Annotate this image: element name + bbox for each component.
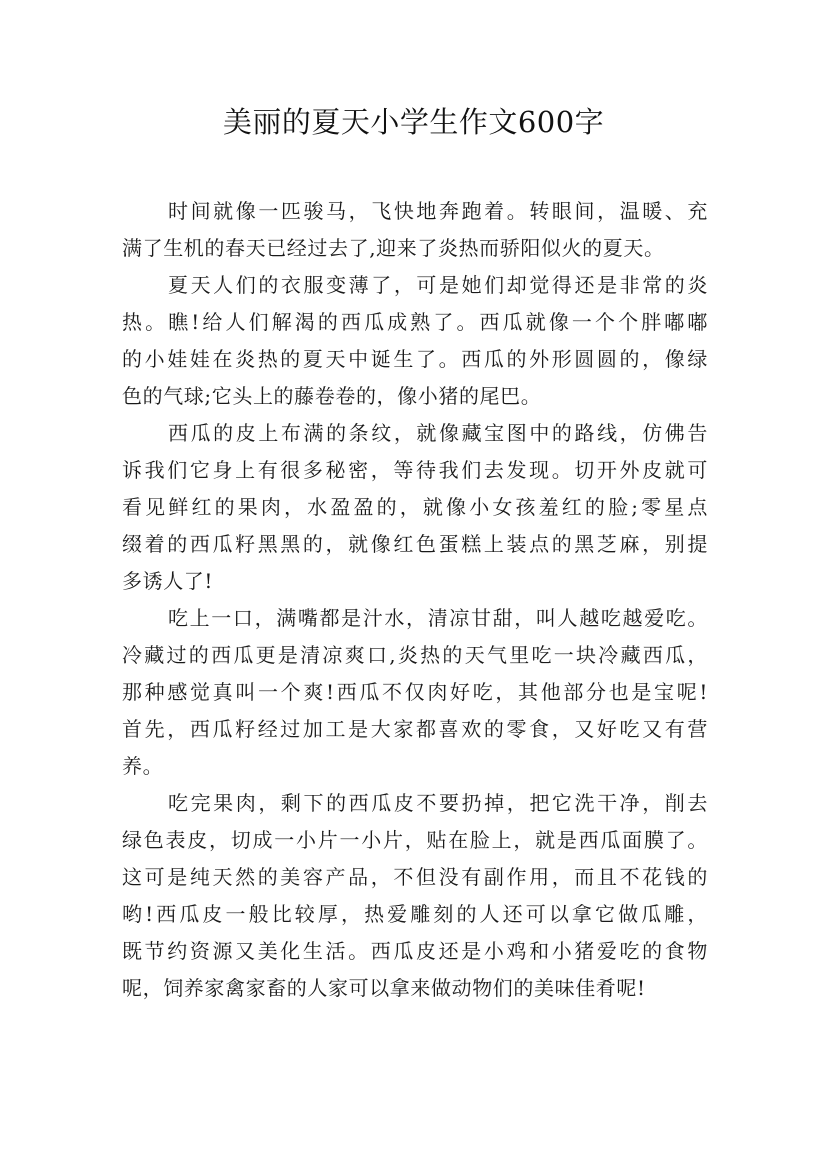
text-line: 这可是纯天然的美容产品，不但没有副作用，而且不花钱的 [122, 865, 708, 889]
text-line: 时间就像一匹骏马，飞快地奔跑着。转眼间，温暖、充 [168, 199, 708, 223]
document-title: 美丽的夏天小学生作文600字 [222, 105, 605, 139]
paragraph-3 [122, 415, 708, 600]
text-line: 呢，饲养家禽家畜的人家可以拿来做动物们的美味佳肴呢! [122, 976, 646, 1000]
text-line: 哟!西瓜皮一般比较厚，热爱雕刻的人还可以拿它做瓜雕， [122, 902, 708, 926]
text-line: 绿色表皮，切成一小片一小片，贴在脸上，就是西瓜面膜了。 [122, 828, 708, 852]
paragraph-1 [122, 193, 708, 267]
text-line: 吃上一口，满嘴都是汁水，清凉甘甜，叫人越吃越爱吃。 [168, 606, 708, 630]
text-line: 首先，西瓜籽经过加工是大家都喜欢的零食，又好吃又有营 [122, 717, 708, 741]
text-line: 既节约资源又美化生活。西瓜皮还是小鸡和小猪爱吃的食物 [122, 939, 708, 963]
text-line: 诉我们它身上有很多秘密，等待我们去发现。切开外皮就可 [122, 458, 708, 482]
text-line: 缀着的西瓜籽黑黑的，就像红色蛋糕上装点的黑芝麻，别提 [122, 532, 708, 556]
text-line: 养。 [122, 754, 164, 778]
text-line: 看见鲜红的果肉，水盈盈的，就像小女孩羞红的脸;零星点 [122, 495, 708, 519]
text-line: 冷藏过的西瓜更是清凉爽口,炎热的天气里吃一块冷藏西瓜， [122, 643, 708, 667]
text-line: 的小娃娃在炎热的夏天中诞生了。西瓜的外形圆圆的，像绿 [122, 347, 708, 371]
text-line: 吃完果肉，剩下的西瓜皮不要扔掉，把它洗干净，削去 [168, 791, 708, 815]
paragraph-4 [122, 600, 708, 785]
text-line: 热。瞧!给人们解渴的西瓜成熟了。西瓜就像一个个胖嘟嘟 [122, 310, 708, 334]
text-line: 满了生机的春天已经过去了,迎来了炎热而骄阳似火的夏天。 [122, 236, 665, 260]
text-line: 色的气球;它头上的藤卷卷的，像小猪的尾巴。 [122, 384, 542, 408]
text-line: 夏天人们的衣服变薄了，可是她们却觉得还是非常的炎 [168, 273, 708, 297]
paragraph-5 [122, 785, 708, 1007]
paragraph-2 [122, 267, 708, 415]
essay-body [122, 193, 708, 1007]
text-line: 那种感觉真叫一个爽!西瓜不仅肉好吃，其他部分也是宝呢! [122, 680, 708, 704]
text-line: 多诱人了! [122, 569, 214, 593]
text-line: 西瓜的皮上布满的条纹，就像藏宝图中的路线，仿佛告 [168, 421, 708, 445]
